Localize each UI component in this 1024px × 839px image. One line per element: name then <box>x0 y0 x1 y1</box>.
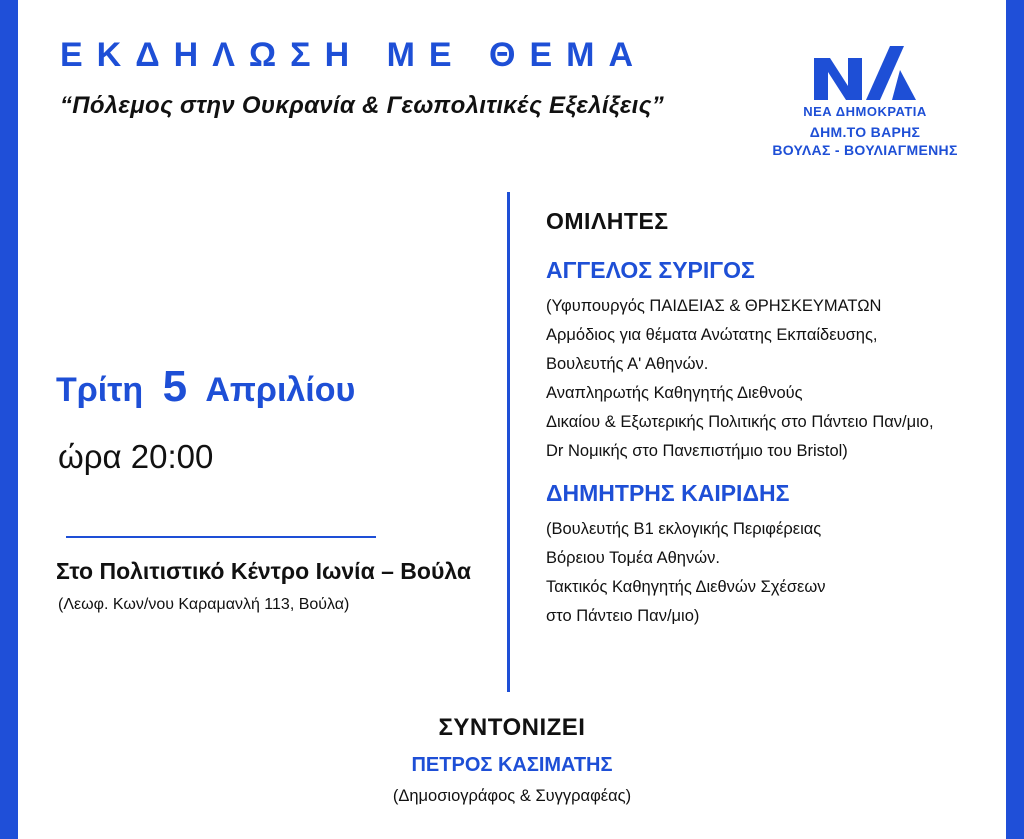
party-name: ΝΕΑ ΔΗΜΟΚΡΑΤΙΑ <box>803 104 927 119</box>
bio-line: (Βουλευτής Β1 εκλογικής Περιφέρειας <box>546 520 822 538</box>
event-heading: ΕΚΔΗΛΩΣΗ ΜΕ ΘΕΜΑ <box>60 36 648 74</box>
bio-line: Dr Νομικής στο Πανεπιστήμιο του Bristol) <box>546 442 848 460</box>
date-day: 5 <box>162 362 188 411</box>
branch-name <box>750 123 980 159</box>
date-weekday: Τρίτη <box>56 371 144 409</box>
bio-line: Δικαίου & Εξωτερικής Πολιτικής στο Πάντειο Παν/μιο, <box>546 413 934 431</box>
speaker-name: ΑΓΓΕΛΟΣ ΣΥΡΙΓΟΣ <box>546 257 755 283</box>
moderator-section <box>0 714 1024 806</box>
bio-line: Αρμόδιος για θέματα Ανώτατης Εκπαίδευσης, <box>546 326 878 344</box>
bio-line: στο Πάντειο Παν/μιο) <box>546 607 700 625</box>
speaker-block <box>546 257 1001 466</box>
bio-line: Βουλευτής Α' Αθηνών. <box>546 355 709 373</box>
date-month: Απριλίου <box>205 371 356 409</box>
horizontal-divider <box>66 536 376 538</box>
speaker-bio <box>546 515 1001 631</box>
event-time: ώρα 20:00 <box>58 438 214 475</box>
event-date <box>56 362 355 412</box>
branch-line-1: ΔΗΜ.ΤΟ ΒΑΡΗΣ <box>809 124 921 140</box>
bio-line: (Υφυπουργός ΠΑΙΔΕΙΑΣ & ΘΡΗΣΚΕΥΜΑΤΩΝ <box>546 297 882 315</box>
event-venue: Στο Πολιτιστικό Κέντρο Ιωνία – Βούλα <box>56 558 471 584</box>
event-address: (Λεωφ. Κων/νου Καραμανλή 113, Βούλα) <box>58 596 350 613</box>
event-topic: “Πόλεμος στην Ουκρανία & Γεωπολιτικές Εξελίξεις” <box>60 92 665 119</box>
bio-line: Αναπληρωτής Καθηγητής Διεθνούς <box>546 384 803 402</box>
branch-line-2: ΒΟΥΛΑΣ - ΒΟΥΛΙΑΓΜΕΝΗΣ <box>772 142 958 158</box>
speakers-section <box>546 208 1001 631</box>
speaker-block <box>546 480 1001 631</box>
vertical-divider <box>507 192 510 692</box>
bio-line: Βόρειου Τομέα Αθηνών. <box>546 549 720 567</box>
moderator-name: ΠΕΤΡΟΣ ΚΑΣΙΜΑΤΗΣ <box>411 754 613 776</box>
bio-line: Τακτικός Καθηγητής Διεθνών Σχέσεων <box>546 578 826 596</box>
nd-logo-icon <box>804 40 924 102</box>
speaker-bio <box>546 292 1001 466</box>
party-logo <box>750 40 980 159</box>
speaker-name: ΔΗΜΗΤΡΗΣ ΚΑΙΡΙΔΗΣ <box>546 480 790 506</box>
speakers-title: ΟΜΙΛΗΤΕΣ <box>546 208 669 234</box>
moderator-title: ΣΥΝΤΟΝΙΖΕΙ <box>438 714 586 741</box>
moderator-role: (Δημοσιογράφος & Συγγραφέας) <box>392 787 632 805</box>
